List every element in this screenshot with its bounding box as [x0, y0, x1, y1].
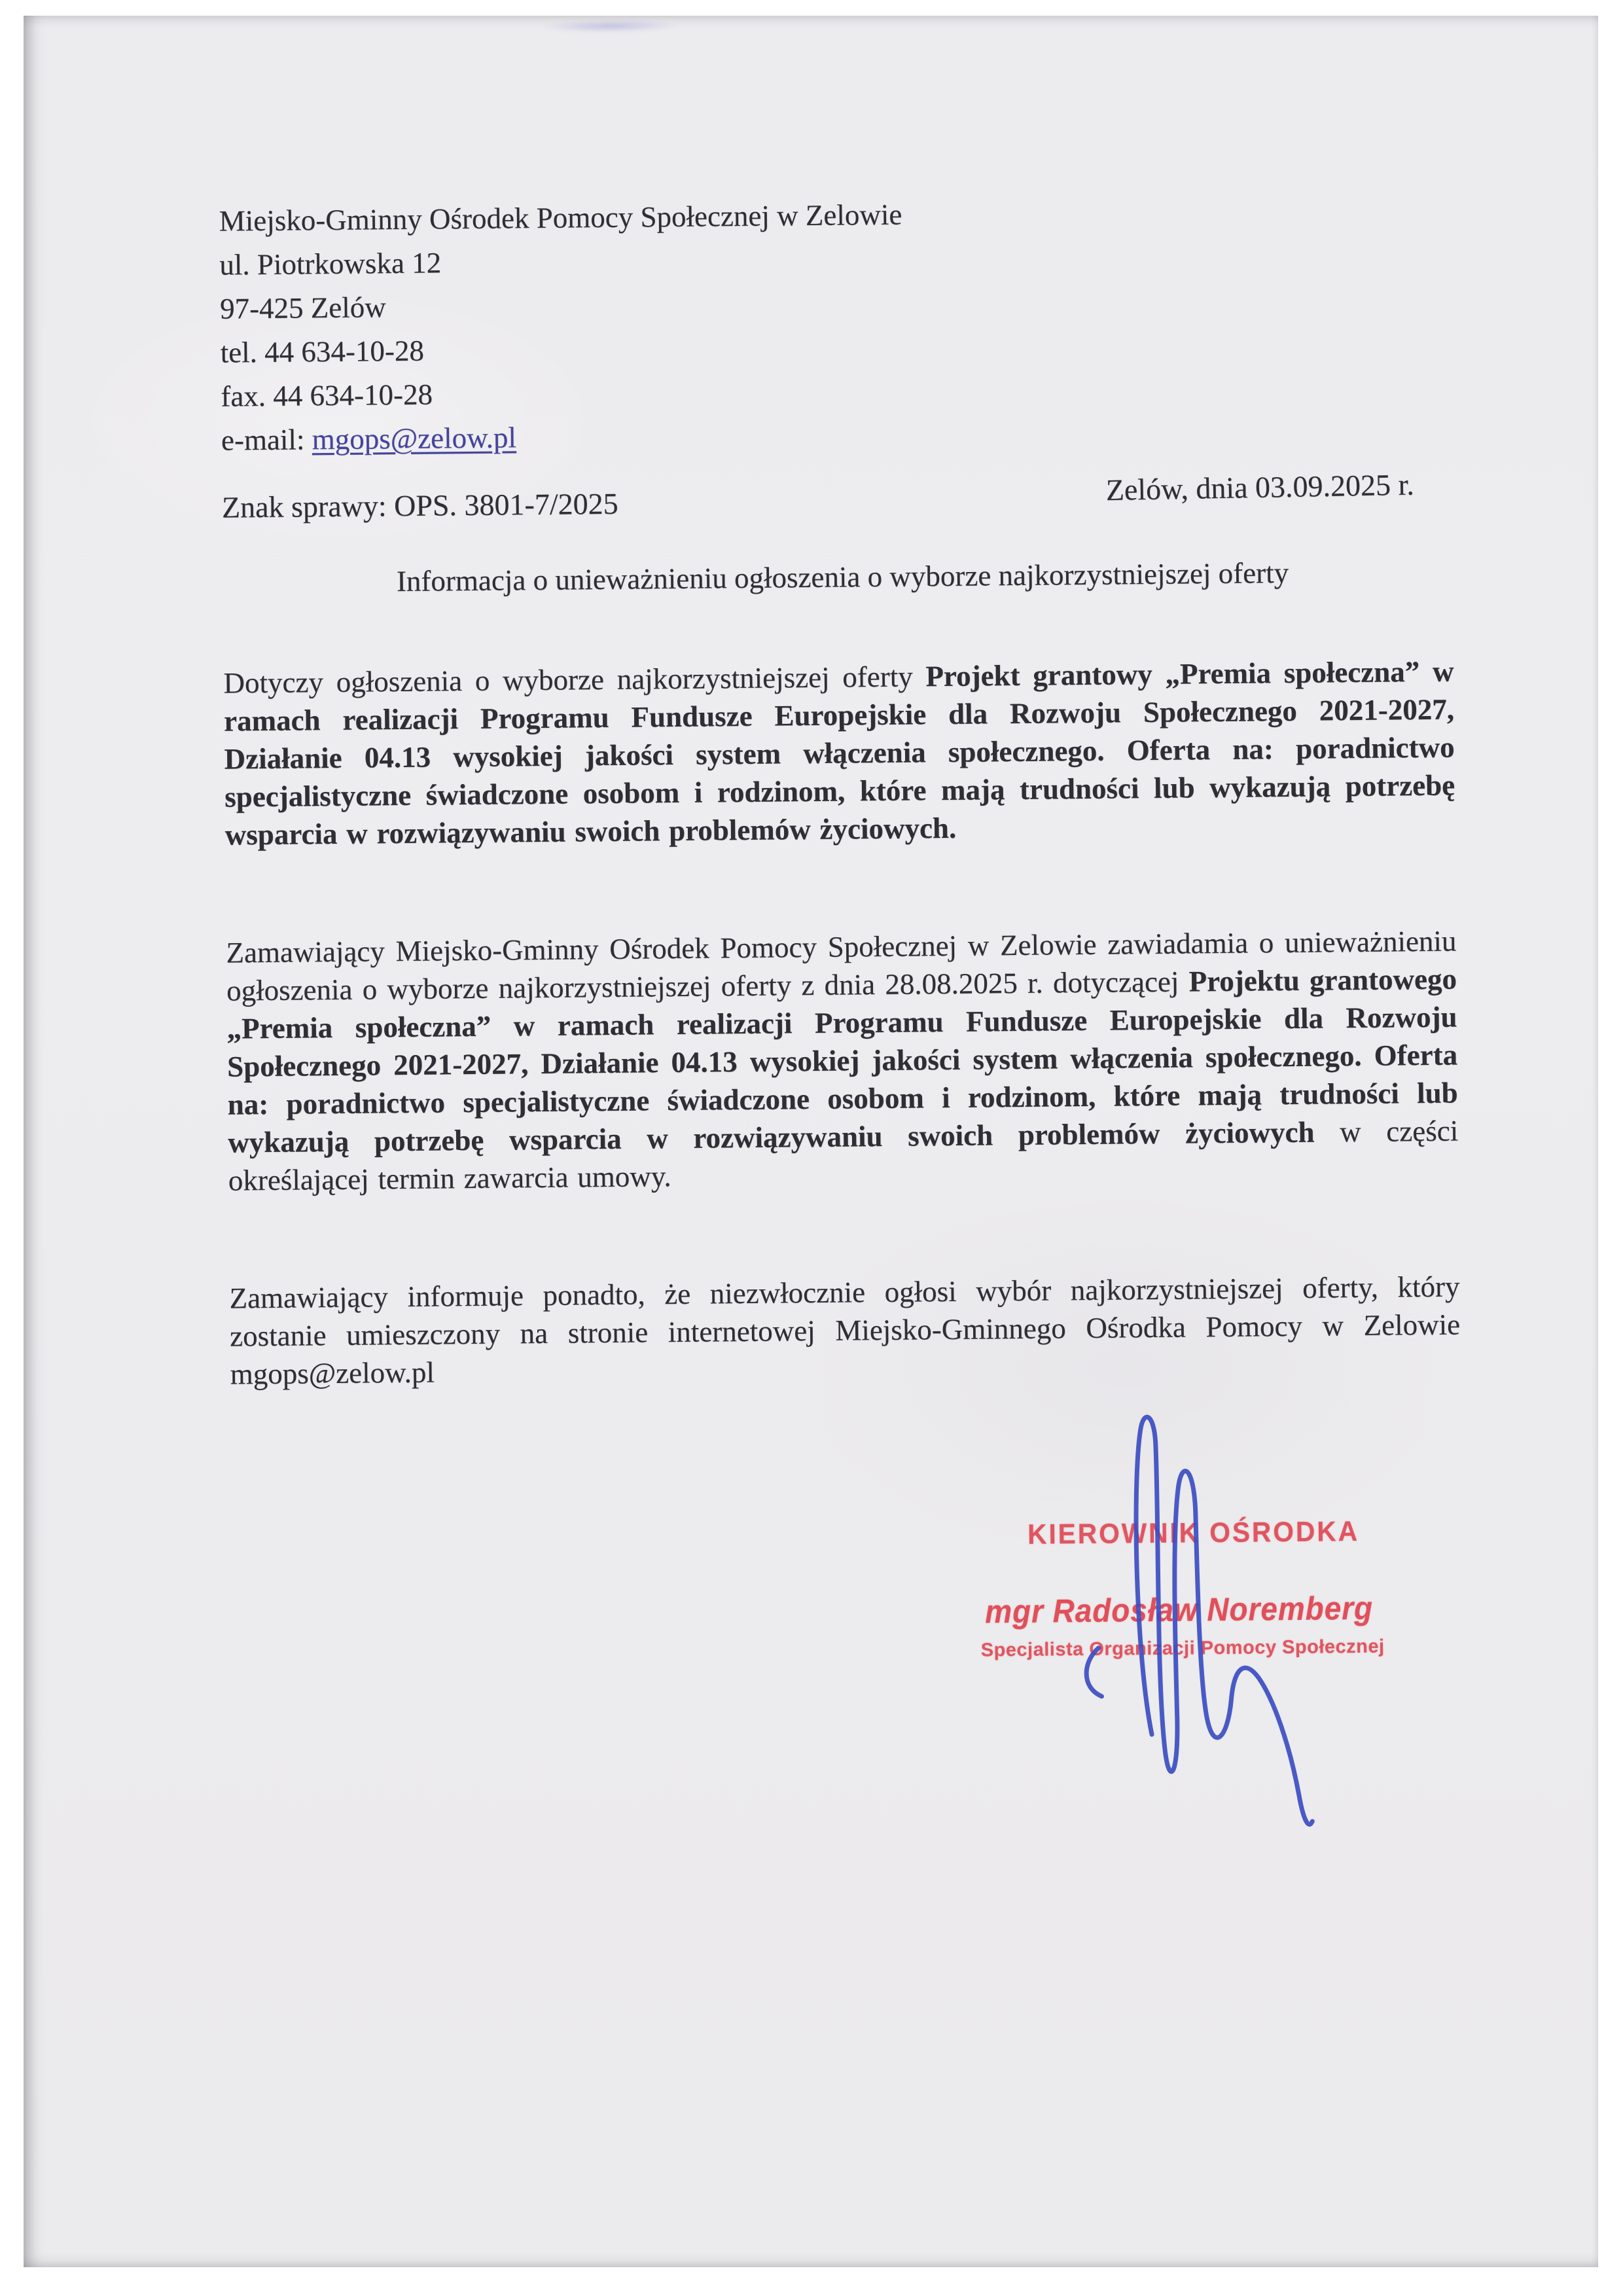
sender-fax: fax. 44 634-10-28: [221, 378, 433, 413]
sender-city: 97-425 Zelów: [219, 291, 386, 325]
handwritten-signature-ink: [1065, 1402, 1344, 1850]
sender-block: [219, 193, 904, 463]
paragraph-annulment-tail: w części określającej termin zawarcia umowy.: [228, 1114, 1459, 1197]
paragraph-annulment-lead: Zamawiający Miejsko-Gminny Ośrodek Pomocy Społecznej w Zelowie zawiadamia o unieważnieniu ogłoszenia o wyborze najkorzystniejszej oferty z dnia 28.08.2025 r. dotyczącej: [226, 924, 1457, 1007]
sender-phone: tel. 44 634-10-28: [220, 334, 425, 369]
sender-street: ul. Piotrkowska 12: [219, 246, 442, 281]
scan-smudge: [541, 20, 679, 33]
case-number-line: Znak sprawy: OPS. 3801-7/2025: [221, 486, 618, 524]
letter-content: [15, 9, 1611, 2275]
letter-title: Informacja o unieważnieniu ogłoszenia o wyborze najkorzystniejszej oferty: [396, 556, 1289, 598]
signature-stroke-curl: [1086, 1648, 1102, 1696]
sender-email-line: [221, 412, 904, 463]
sender-email-label: e-mail:: [221, 423, 312, 457]
place-date-line: Zelów, dnia 03.09.2025 r.: [1105, 467, 1415, 507]
stamp-signatory-title: Specjalista Organizacji Pomocy Społecznej: [980, 1636, 1385, 1661]
signature-stroke-main: [1135, 1416, 1312, 1826]
sender-email-link[interactable]: mgops@zelow.pl: [312, 421, 517, 456]
paragraph-subject-bold: Projekt grantowy „Premia społeczna” w ramach realizacji Programu Fundusze Europejskie dla Rozwoju Społecznego 2021-2027, Działanie 04.13 wysokiej jakości system włączenia społecznego. Oferta na: poradnictwo specjalistyczne świadczone osobom i rodzinom, które mają trudności lub wykazują potrzebę wsparcia w rozwiązywaniu swoich problemów życiowych.: [223, 655, 1455, 852]
stamp-role-text: KIEROWNIK OŚRODKA: [1027, 1516, 1360, 1551]
paragraph-annulment-bold: Projektu grantowego „Premia społeczna” w ramach realizacji Programu Fundusze Europejskie dla Rozwoju Społecznego 2021-2027, Działanie 04.13 wysokiej jakości system włączenia społecznego. Oferta na: poradnictwo specjalistyczne świadczone osobom i rodzinom, które mają trudności lub wykazują potrzebę wsparcia w rozwiązywaniu swoich problemów życiowych: [226, 962, 1458, 1159]
paragraph-subject-lead: Dotyczy ogłoszenia o wyborze najkorzystniejszej oferty: [223, 660, 926, 700]
sender-name: Miejsko-Gminny Ośrodek Pomocy Społecznej w Zelowie: [219, 198, 902, 238]
paragraph-subject: [223, 653, 1455, 854]
stamp-signatory-name: mgr Radosław Noremberg: [984, 1589, 1374, 1630]
paragraph-annulment: [226, 922, 1459, 1200]
scanned-page: [24, 16, 1598, 2267]
paragraph-further-info: Zamawiający informuje ponadto, że niezwłocznie ogłosi wybór najkorzystniejszej oferty, który zostanie umieszczony na stronie internetowej Miejsko-Gminnego Ośrodka Pomocy w Zelowie mgops@zelow.pl: [229, 1270, 1461, 1391]
